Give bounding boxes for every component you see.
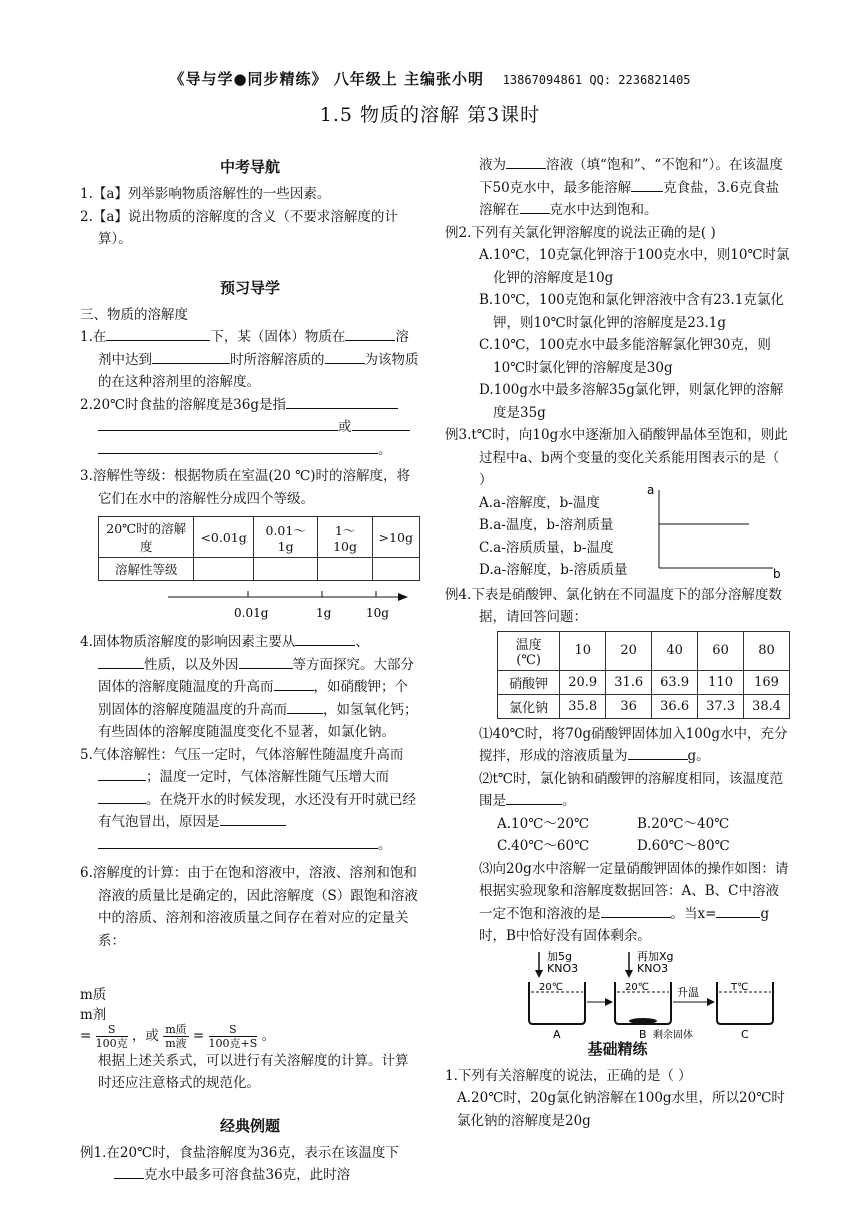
example-4-q1: ⑴40℃时，将70g硝酸钾固体加入100g水中，充分搅拌，形成的溶液质量为 g。 [479, 725, 788, 764]
table-cell: 35.8 [560, 694, 606, 718]
fig-label: B [639, 1027, 647, 1040]
example-4-q2-options: A.10℃～20℃ B.20℃～40℃ [497, 815, 730, 832]
fig-label: C [741, 1027, 749, 1040]
option: A.10℃，10克氯化钾溶于100克水中，则10℃时氯化钾的溶解度是10g [479, 247, 790, 286]
scale-label: 1g [316, 606, 332, 620]
example-4-q3: ⑶向20g水中溶解一定量硝酸钾固体的操作如图：请根据实验现象和溶解度数据回答：A、B、C中溶液一定不饱和溶液的是 。当x= g时，B中恰好没有固体剩余。 [479, 860, 789, 944]
header-contact: 13867094861 QQ: 2236821405 [502, 73, 691, 87]
table-cell: 60 [698, 631, 744, 670]
question-4: 4.固体物质溶解度的影响因素主要从 、 性质，以及外因 等方面探究。大部分固体的溶解度随温度的升高而 ，如硝酸钾；个别固体的溶解度随温度的升高而 ，如氢氧化钙；有些固体的溶解度随温度变化不显著，如氯化钠。 [80, 631, 420, 744]
table-cell: 169 [744, 670, 790, 694]
experiment-diagram [525, 948, 825, 1040]
table-cell: 氯化钠 [498, 694, 560, 718]
example-2: 例2.下列有关氯化钾溶解度的说法正确的是( ) [445, 224, 716, 241]
question-5: 5.气体溶解性：气压一定时，气体溶解性随温度升高而；温度一定时，气体溶解性随气压增大而。在烧开水的时候发现，水还没有开时就已经有气泡冒出，原因是 。 [80, 746, 416, 853]
table-cell: 38.4 [744, 694, 790, 718]
table-cell: 110 [698, 670, 744, 694]
axis-label: a [647, 482, 655, 497]
table-cell: 40 [652, 631, 698, 670]
header-title: 《导与学●同步精练》 八年级上 主编张小明 [169, 70, 485, 88]
table-cell: 1～10g [318, 517, 372, 558]
table-cell: 20.9 [560, 670, 606, 694]
fig-label: A [553, 1027, 561, 1040]
option: D.100g水中最多溶解35g氯化钾，则氯化钾的溶解度是35g [479, 382, 784, 421]
option: B.a-温度，b-溶剂质量 [479, 517, 614, 533]
question-2: 2.20℃时食盐的溶解度是36g是指 或 。 [80, 394, 420, 462]
option: A.a-溶解度，b-温度 [479, 494, 600, 511]
fig-label: T℃ [731, 981, 749, 993]
nav-item: 1.【a】列举影响物质溶解性的一些因素。 [80, 186, 331, 202]
table-cell: 20℃时的溶解度 [99, 517, 194, 558]
left-column: 中考导航 1.【a】列举影响物质溶解性的一些因素。 2.【a】说出物质的溶解度的含义（不要求溶解度的计算）。 预习导学 三、物质的溶解度 1.在 下，某（固体）物质在 溶剂中达到 时所溶解溶质的 为该物质的在这种溶剂里的溶解度。 2.20℃时食盐的溶解度是36g是指 或 。 3.溶解性等级：根据物质在室温(20 ℃)时的溶解度，将它们在水中的溶解性分成四个等级。 20℃时的溶解度 <0.01g 0.01～1g 1～10g >10g 溶解性等级 0.01g 1g 10g 4.固体物质溶解度的影响因素主要从 、 性质，以及外因 等方面探究。大部分固体的溶解度随温度的升高而 ，如硝酸钾；个别固体的溶解度随温度的升高而 ，如氢氧化钙；有些固体的溶解度随温度变化不显著，如氯化钠。 5.气体溶解性：气压一定时，气体溶解性随温度升高而；温度一定时，气体溶解性随气压增大而。在烧开水的时候发现，水还没有开时就已经有气泡冒出，原因是 。 6.溶解度的计算：由于在饱和溶液中，溶液、溶剂和饱和溶液的质量比是确定的，因此溶解度（S）跟饱和溶液中的溶质、溶剂和溶液质量之间存在着对应的定量关系： m质 m剂 = $\frac{S}{\text{100克}}$ ，或 $\frac{\text{m质}}{\text{m液}}$ = $\frac{S}{\text{100克+S}}$ 。 根据上述关系式，可以进行有关溶解度的计算。计算时还应注意格式的规范化。 经典例题 例1.在20℃时，食盐溶解度为36克，表示在该温度下克水中最多可溶食盐36克，此时溶 [80, 152, 420, 1187]
example-4: 例4.下表是硝酸钾、氯化钠在不同温度下的部分溶解度数据，请回答问题： [445, 586, 782, 625]
example-3-options [445, 482, 790, 584]
option: C.10℃，100克水中最多能溶解氯化钾30克，则10℃时氯化钾的溶解度是30g [479, 337, 771, 376]
right-column [445, 154, 790, 1132]
table-cell: 80 [744, 631, 790, 670]
table-cell: 36.6 [652, 694, 698, 718]
section-heading: 经典例题 [219, 1116, 280, 1135]
table-cell: <0.01g [194, 517, 253, 558]
table-cell: 63.9 [652, 670, 698, 694]
fig-label: KNO3 [547, 961, 579, 975]
table-cell: 31.6 [606, 670, 652, 694]
fig-label: KNO3 [637, 961, 669, 975]
table-cell: 0.01～1g [253, 517, 318, 558]
table-cell: 溶解性等级 [99, 558, 194, 581]
section-heading: 中考导航 [219, 158, 280, 176]
formula-note: 根据上述关系式，可以进行有关溶解度的计算。计算时还应注意格式的规范化。 [98, 1052, 409, 1091]
solubility-data-table [497, 631, 790, 719]
table-cell: 20 [606, 631, 652, 670]
option: A.20℃时，20g氯化钠溶解在100g水里，所以20℃时氯化钠的溶解度是20g [457, 1090, 785, 1129]
table-cell: 37.3 [698, 694, 744, 718]
table-cell: 硝酸钾 [498, 670, 560, 694]
table-cell: >10g [372, 517, 419, 558]
fig-label: 20℃ [625, 981, 649, 993]
example-4-q2-options: C.40℃～60℃ D.60℃～80℃ [497, 838, 730, 854]
option: B.10℃，100克饱和氯化钾溶液中含有23.1克氯化钾，则10℃时氯化钾的溶解度是23.1g [479, 292, 784, 331]
fig-label: 加5g [547, 949, 572, 963]
scale-label: 0.01g [234, 606, 269, 620]
lesson-title: 1.5 物质的溶解 第3课时 [319, 104, 541, 126]
solubility-level-table [98, 516, 420, 581]
subsection-title: 三、物质的溶解度 [80, 306, 188, 323]
example-3: 例3.t℃时，向10g水中逐渐加入硝酸钾晶体至饱和，则此过程中a、b两个变量的变化关系能用图表示的是（ ） [445, 427, 788, 488]
question-6: 6.溶解度的计算：由于在饱和溶液中，溶液、溶剂和饱和溶液的质量比是确定的，因此溶解度（S）跟饱和溶液中的溶质、溶剂和溶液质量之间存在着对应的定量关系： [80, 865, 418, 949]
question-1: 1.在 下，某（固体）物质在 溶剂中达到 时所溶解溶质的 为该物质的在这种溶剂里的溶解度。 [80, 326, 420, 394]
example-1-cont: 液为 溶液（填“饱和”、“不饱和”）。在该温度下50克水中，最多能溶解 克食盐，3.6克食盐溶解在 克水中达到饱和。 [445, 154, 790, 222]
nav-item: 2.【a】说出物质的溶解度的含义（不要求溶解度的计算）。 [80, 208, 398, 247]
table-cell: 36 [606, 694, 652, 718]
option: C.a-溶质质量，b-温度 [479, 539, 614, 556]
basic-question-1: 1.下列有关溶解度的说法，正确的是（ ） [445, 1067, 692, 1084]
fig-label: 再加Xg [637, 949, 674, 963]
page-header [0, 68, 860, 89]
section-heading: 预习导学 [219, 278, 280, 297]
section-heading: 基础精练 [587, 1039, 648, 1058]
solubility-scale [98, 581, 418, 627]
formula [80, 956, 420, 979]
axis-label: b [773, 566, 781, 581]
question-3: 3.溶解性等级：根据物质在室温(20 ℃)时的溶解度，将它们在水中的溶解性分成四个等级。 [80, 468, 410, 507]
example-3-graph [645, 482, 785, 582]
option: D.a-溶解度，b-溶质质量 [479, 562, 628, 578]
fig-label: 升温 [677, 985, 699, 999]
table-cell: 10 [560, 631, 606, 670]
table-cell: 温度(℃) [498, 631, 560, 670]
example-4-q2: ⑵t℃时，氯化钠和硝酸钾的溶解度相同，该温度范围是 。 [479, 770, 784, 809]
scale-label: 10g [366, 606, 389, 620]
fig-label: 20℃ [539, 981, 563, 993]
fig-label: 剩余固体 [653, 1029, 693, 1040]
example-1: 例1.在20℃时，食盐溶解度为36克，表示在该温度下克水中最多可溶食盐36克，此时溶 [80, 1144, 399, 1183]
